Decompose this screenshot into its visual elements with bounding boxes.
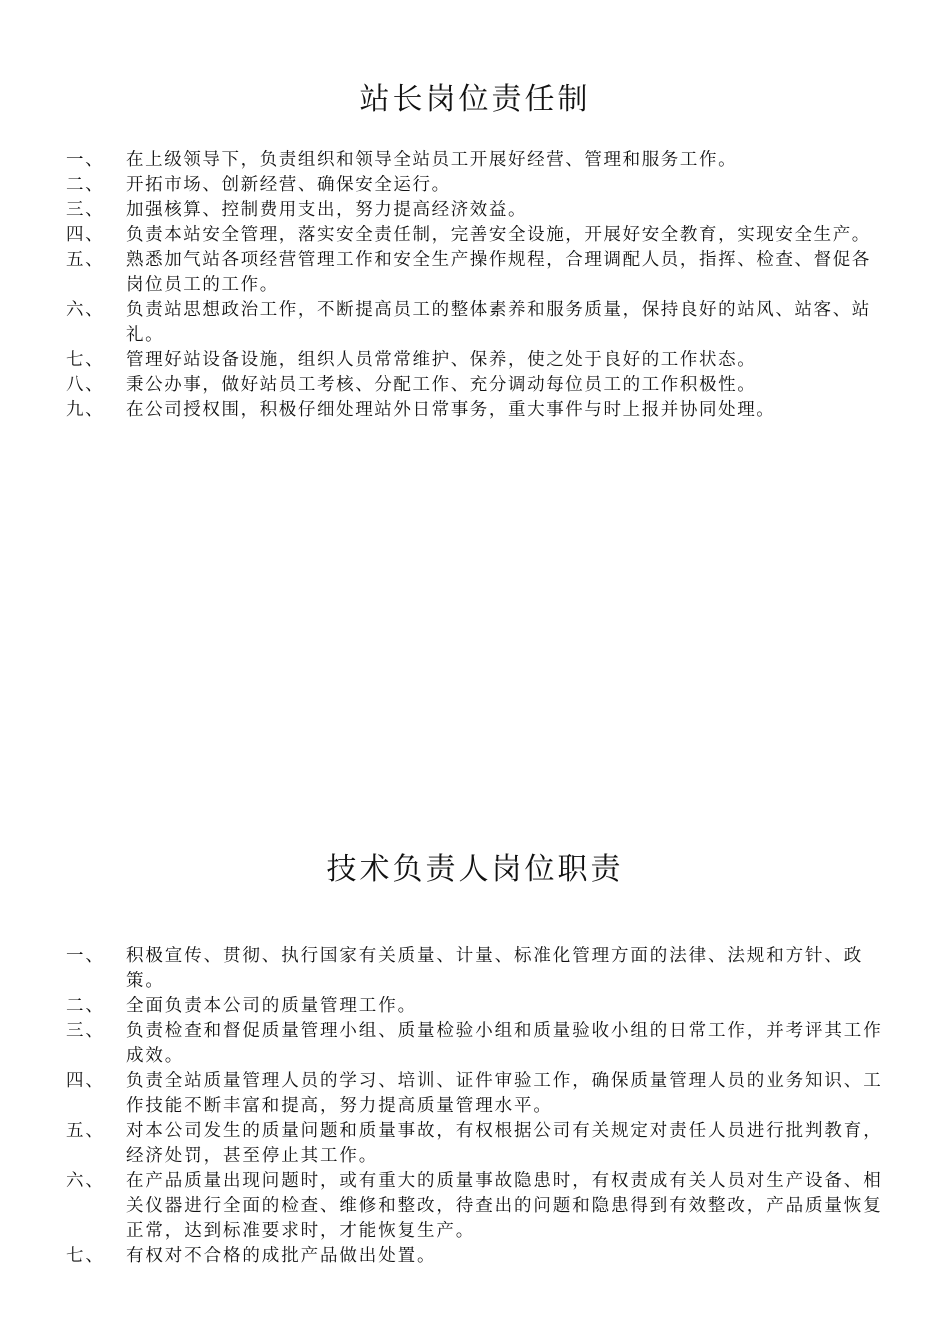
item-text: 负责本站安全管理，落实安全责任制，完善安全设施，开展好安全教育，实现安全生产。 [126, 225, 871, 245]
list-item [66, 1069, 886, 1119]
item-text: 负责全站质量管理人员的学习、培训、证件审验工作，确保质量管理人员的业务知识、工作技能不断丰富和提高，努力提高质量管理水平。 [126, 1071, 883, 1116]
section-title: 站长岗位责任制 [359, 82, 591, 117]
item-text: 开拓市场、创新经营、确保安全运行。 [126, 175, 451, 195]
list-item [66, 1244, 886, 1269]
item-number: 四、 [66, 225, 105, 245]
item-text: 在产品质量出现问题时，或有重大的质量事故隐患时，有权责成有关人员对生产设备、相关仪器进行全面的检查、维修和整改，待查出的问题和隐患得到有效整改，产品质量恢复正常，达到标准要求时，才能恢复生产。 [126, 1171, 883, 1241]
item-text: 秉公办事，做好站员工考核、分配工作、充分调动每位员工的工作积极性。 [126, 375, 757, 395]
list-item [66, 1169, 886, 1244]
list-item [66, 348, 886, 373]
list-item [66, 944, 886, 994]
item-text: 加强核算、控制费用支出，努力提高经济效益。 [126, 200, 528, 220]
item-number: 八、 [66, 375, 105, 395]
item-text: 负责站思想政治工作，不断提高员工的整体素养和服务质量，保持良好的站风、站客、站礼。 [126, 300, 871, 345]
list-item [66, 994, 886, 1019]
item-number: 二、 [66, 996, 105, 1016]
list-item [66, 298, 886, 348]
item-text: 在上级领导下，负责组织和领导全站员工开展好经营、管理和服务工作。 [126, 150, 738, 170]
duty-list [66, 944, 886, 1269]
list-item [66, 223, 886, 248]
item-number: 九、 [66, 400, 105, 420]
item-number: 六、 [66, 1171, 105, 1191]
list-item [66, 398, 886, 423]
item-number: 五、 [66, 1121, 105, 1141]
list-item [66, 173, 886, 198]
item-text: 对本公司发生的质量问题和质量事故，有权根据公司有关规定对责任人员进行批判教育，经济处罚，甚至停止其工作。 [126, 1121, 883, 1166]
item-text: 在公司授权围，积极仔细处理站外日常事务，重大事件与时上报并协同处理。 [126, 400, 776, 420]
list-item [66, 248, 886, 298]
list-item [66, 373, 886, 398]
item-number: 七、 [66, 350, 105, 370]
item-number: 二、 [66, 175, 105, 195]
item-number: 三、 [66, 200, 105, 220]
item-text: 积极宣传、贯彻、执行国家有关质量、计量、标准化管理方面的法律、法规和方针、政策。 [126, 946, 864, 991]
item-number: 一、 [66, 150, 105, 170]
list-item [66, 1019, 886, 1069]
item-text: 负责检查和督促质量管理小组、质量检验小组和质量验收小组的日常工作，并考评其工作成效。 [126, 1021, 883, 1066]
item-text: 有权对不合格的成批产品做出处置。 [126, 1246, 437, 1266]
section-title: 技术负责人岗位职责 [326, 852, 624, 887]
item-text: 熟悉加气站各项经营管理工作和安全生产操作规程，合理调配人员，指挥、检查、督促各岗位员工的工作。 [126, 250, 871, 295]
item-number: 六、 [66, 300, 105, 320]
section-technical-lead [0, 848, 950, 1266]
item-text: 全面负责本公司的质量管理工作。 [126, 996, 417, 1016]
item-number: 三、 [66, 1021, 105, 1041]
section-station-master [0, 78, 950, 420]
list-item [66, 198, 886, 223]
list-item [66, 148, 886, 173]
item-number: 一、 [66, 946, 105, 966]
list-item [66, 1119, 886, 1169]
item-number: 四、 [66, 1071, 105, 1091]
item-number: 五、 [66, 250, 105, 270]
item-text: 管理好站设备设施，组织人员常常维护、保养，使之处于良好的工作状态。 [126, 350, 757, 370]
duty-list [66, 148, 886, 423]
item-number: 七、 [66, 1246, 105, 1266]
